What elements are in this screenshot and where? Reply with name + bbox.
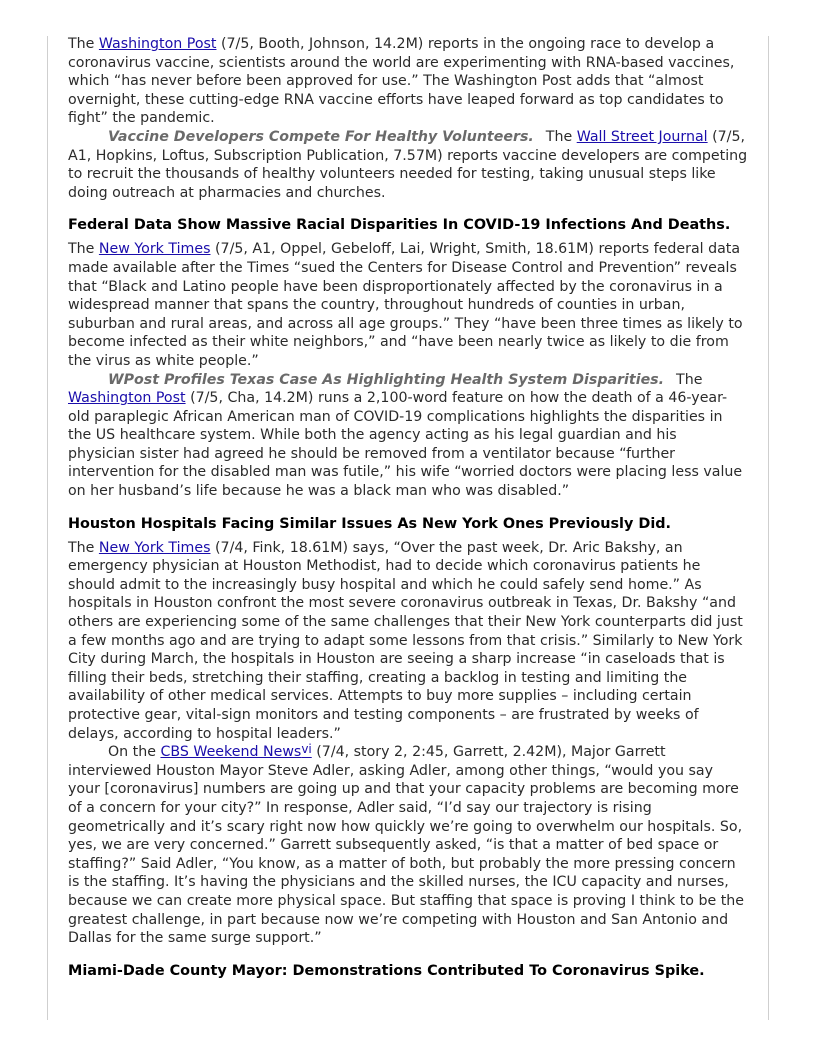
paragraph-text: (7/5, Cha, 14.2M) runs a 2,100-word feature on how the death of a 46-year-old paraplegic African American man of COVID-19 complications highlights the disparities in the US healthcare system. While both the agency acting as his legal guardian and his physician sister had agreed he should be removed from a ventilator because “further intervention for the disabled man was futile,” his wife “worried doctors were placing less value on her husband’s life because he was a black man who was disabled.” [68, 390, 743, 500]
paragraph-text: (7/5, Booth, Johnson, 14.2M) reports in the ongoing race to develop a coronavirus vaccine, scientists around the world are experimenting with RNA-based vaccines, which “has never before been approved for use.” The Washington Post adds that “almost overnight, these cutting-edge RNA vaccine efforts have leaped forward as top candidates to fight” the pandemic. [68, 36, 735, 127]
paragraph-text: (7/5, A1, Hopkins, Loftus, Subscription Publication, 7.57M) reports vaccine developers are competing to recruit the thousands of healthy volunteers needed for testing, taking unusual steps like doing outreach at pharmacies and churches. [68, 128, 748, 201]
document-body [68, 35, 748, 986]
article-houston-hospitals [68, 515, 748, 948]
source-link-cbs-weekend-news[interactable]: CBS Weekend News [160, 744, 302, 761]
paragraph: The New York Times (7/4, Fink, 18.61M) says, “Over the past week, Dr. Aric Bakshy, an emergency physician at Houston Methodist, had to decide which coronavirus patients he should admit to the increasingly busy hospital and which he could safely send home.” As hospitals in Houston confront the most severe coronavirus outbreak in Texas, Dr. Bakshy “and others are experiencing some of the same challenges that their New York counterparts did just a few months ago and are trying to adapt some lessons from that crisis.” Similarly to New York City during March, the hospitals in Houston are seeing a sharp increase “in caseloads that is filling their beds, stretching their staffing, creating a backlog in testing and limiting the availability of other medical services. Attempts to buy more supplies – including certain protective gear, vital-sign monitors and testing components – are frustrated by weeks of delays, according to hospital leaders.” [68, 539, 743, 742]
source-link-new-york-times[interactable]: New York Times [98, 241, 211, 258]
article-headline: Federal Data Show Massive Racial Disparities In COVID-19 Infections And Deaths. [68, 217, 731, 234]
source-link-wall-street-journal[interactable]: Wall Street Journal [576, 128, 708, 145]
left-margin-rule [47, 36, 48, 1020]
paragraph: Vaccine Developers Compete For Healthy Volunteers. The Wall Street Journal (7/5, A1, Hopkins, Loftus, Subscription Publication, 7.57M) reports vaccine developers are competing to recruit the thousands of healthy volunteers needed for testing, taking unusual steps like doing outreach at pharmacies and churches. [68, 128, 748, 201]
footnote-marker[interactable]: vi [301, 742, 312, 757]
subheading: WPost Profiles Texas Case As Highlighting Health System Disparities. [108, 371, 665, 388]
source-link-washington-post[interactable]: Washington Post [98, 36, 217, 52]
right-margin-rule [768, 36, 769, 1020]
article-miami-dade [68, 962, 748, 980]
paragraph [68, 743, 748, 948]
paragraph: The New York Times (7/5, A1, Oppel, Gebeloff, Lai, Wright, Smith, 18.61M) reports federal data made available after the Times “sued the Centers for Disease Control and Prevention” reveals that “Black and Latino people have been disproportionately affected by the coronavirus in a widespread manner that spans the country, throughout hundreds of counties in urban, suburban and rural areas, and across all age groups.” They “have been three times as likely to become infected as their white neighbors,” and “have been nearly twice as likely to die from the virus as white people.” [68, 241, 743, 369]
subheading: Vaccine Developers Compete For Healthy Volunteers. [108, 128, 534, 145]
article-racial-disparities [68, 216, 748, 500]
paragraph-lead: On the [108, 744, 161, 761]
source-link-washington-post[interactable]: Washington Post [68, 390, 186, 407]
article-headline: Miami-Dade County Mayor: Demonstrations Contributed To Coronavirus Spike. [68, 962, 705, 979]
paragraph-text: (7/4, story 2, 2:45, Garrett, 2.42M), Major Garrett interviewed Houston Mayor Steve Adler, asking Adler, among other things, “would you say your [coronavirus] numbers are going up and that your capacity problems are becoming more of a concern for your city?” In response, Adler said, “I’d say our trajectory is rising geometrically and it’s scary right now how quickly we’re going to overwhelm our hospitals. So, yes, we are very concerned.” Garrett subsequently asked, “is that a matter of bed space or staffing?” Said Adler, “You know, as a matter of both, but probably the more pressing concern is the staffing. It’s having the physicians and the skilled nurses, the ICU capacity and nurses, because we can create more physical space. But staffing that space is proving I think to be the greatest challenge, in part because now we’re competing with Houston and San Antonio and Dallas for the same surge support.” [68, 744, 745, 947]
article-rna-vaccines [68, 35, 748, 202]
paragraph-text: (7/5, A1, Oppel, Gebeloff, Lai, Wright, Smith, 18.61M) reports federal data made available after the Times “sued the Centers for Disease Control and Prevention” reveals that “Black and Latino people have been disproportionately affected by the coronavirus in a widespread manner that spans the country, throughout hundreds of counties in urban, suburban and rural areas, and across all age groups.” They “have been three times as likely to become infected as their white neighbors,” and “have been nearly twice as likely to die from the virus as white people.” [68, 241, 743, 369]
article-headline: Houston Hospitals Facing Similar Issues As New York Ones Previously Did. [68, 515, 672, 532]
paragraph: The Washington Post (7/5, Booth, Johnson, 14.2M) reports in the ongoing race to develop a coronavirus vaccine, scientists around the world are experimenting with RNA-based vaccines, which “has never before been approved for use.” The Washington Post adds that “almost overnight, these cutting-edge RNA vaccine efforts have leaped forward as top candidates to fight” the pandemic. [68, 36, 735, 127]
paragraph: WPost Profiles Texas Case As Highlighting Health System Disparities. The Washington Post (7/5, Cha, 14.2M) runs a 2,100-word feature on how the death of a 46-year-old paraplegic African American man of COVID-19 complications highlights the disparities in the US healthcare system. While both the agency acting as his legal guardian and his physician sister had agreed he should be removed from a ventilator because “further intervention for the disabled man was futile,” his wife “worried doctors were placing less value on her husband’s life because he was a black man who was disabled.” [68, 371, 743, 500]
paragraph-text: (7/4, Fink, 18.61M) says, “Over the past week, Dr. Aric Bakshy, an emergency physician at Houston Methodist, had to decide which coronavirus patients he should admit to the increasingly busy hospital and which he could safely send home.” As hospitals in Houston confront the most severe coronavirus outbreak in Texas, Dr. Bakshy “and others are experiencing some of the same challenges that their New York counterparts did just a few months ago and are trying to adapt some lessons from that crisis.” Similarly to New York City during March, the hospitals in Houston are seeing a sharp increase “in caseloads that is filling their beds, stretching their staffing, creating a backlog in testing and limiting the availability of other medical services. Attempts to buy more supplies – including certain protective gear, vital-sign monitors and testing components – are frustrated by weeks of delays, according to hospital leaders.” [68, 539, 743, 742]
source-link-new-york-times[interactable]: New York Times [98, 539, 211, 556]
